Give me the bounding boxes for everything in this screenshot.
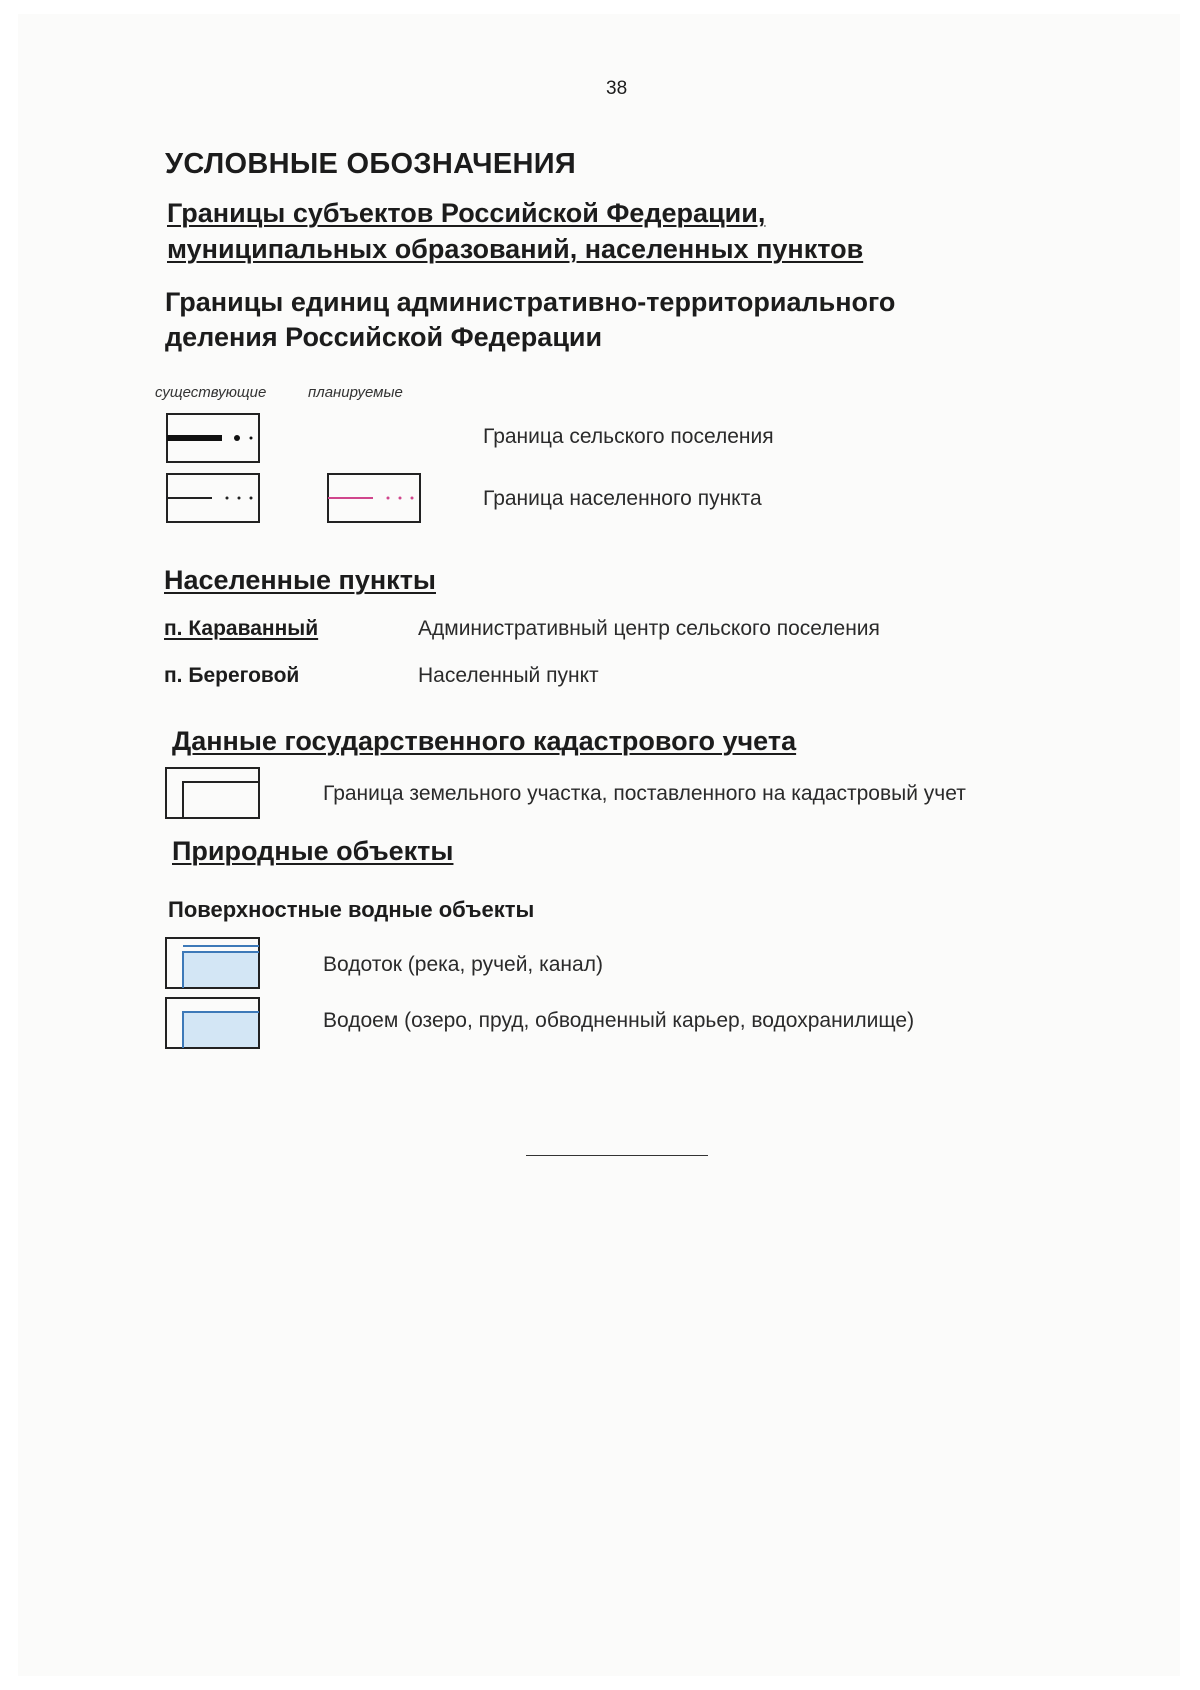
rural-settlement-boundary-symbol <box>166 413 260 463</box>
settlements-heading: Населенные пункты <box>164 565 436 595</box>
watercourse-symbol <box>165 937 260 989</box>
natural-objects-heading: Природные объекты <box>172 836 454 866</box>
column-planned-label: планируемые <box>308 384 403 401</box>
settlement-boundary-label: Граница населенного пункта <box>483 487 762 510</box>
boundaries-heading-line2: муниципальных образований, населенных пунктов <box>167 234 864 264</box>
surface-water-heading: Поверхностные водные объекты <box>168 897 535 922</box>
page-title: УСЛОВНЫЕ ОБОЗНАЧЕНИЯ <box>165 148 576 180</box>
cadastre-heading: Данные государственного кадастрового учета <box>172 726 797 756</box>
settlement-center-name: п. Караванный <box>164 617 319 640</box>
water-body-label: Водоем (озеро, пруд, обводненный карьер, водохранилище) <box>323 1009 915 1032</box>
column-existing-label: существующие <box>155 384 267 401</box>
water-body-symbol <box>165 997 260 1049</box>
boundaries-heading-line1: Границы субъектов Российской Федерации, <box>167 198 766 228</box>
admin-division-heading-line2: деления Российской Федерации <box>165 322 603 352</box>
land-plot-boundary-label: Граница земельного участка, поставленного на кадастровый учет <box>323 782 966 805</box>
end-of-text-rule <box>526 1155 708 1156</box>
settlement-boundary-planned-symbol <box>327 473 421 523</box>
settlement-center-description: Административный центр сельского поселения <box>418 617 880 640</box>
watercourse-label: Водоток (река, ручей, канал) <box>323 953 603 976</box>
page-number: 38 <box>606 78 628 99</box>
rural-settlement-boundary-label: Граница сельского поселения <box>483 425 774 448</box>
settlement-name: п. Береговой <box>164 664 300 687</box>
settlement-boundary-existing-symbol <box>166 473 260 523</box>
settlement-description: Населенный пункт <box>418 664 599 687</box>
admin-division-heading-line1: Границы единиц административно-территориального <box>165 287 896 317</box>
land-plot-boundary-symbol <box>165 767 260 819</box>
